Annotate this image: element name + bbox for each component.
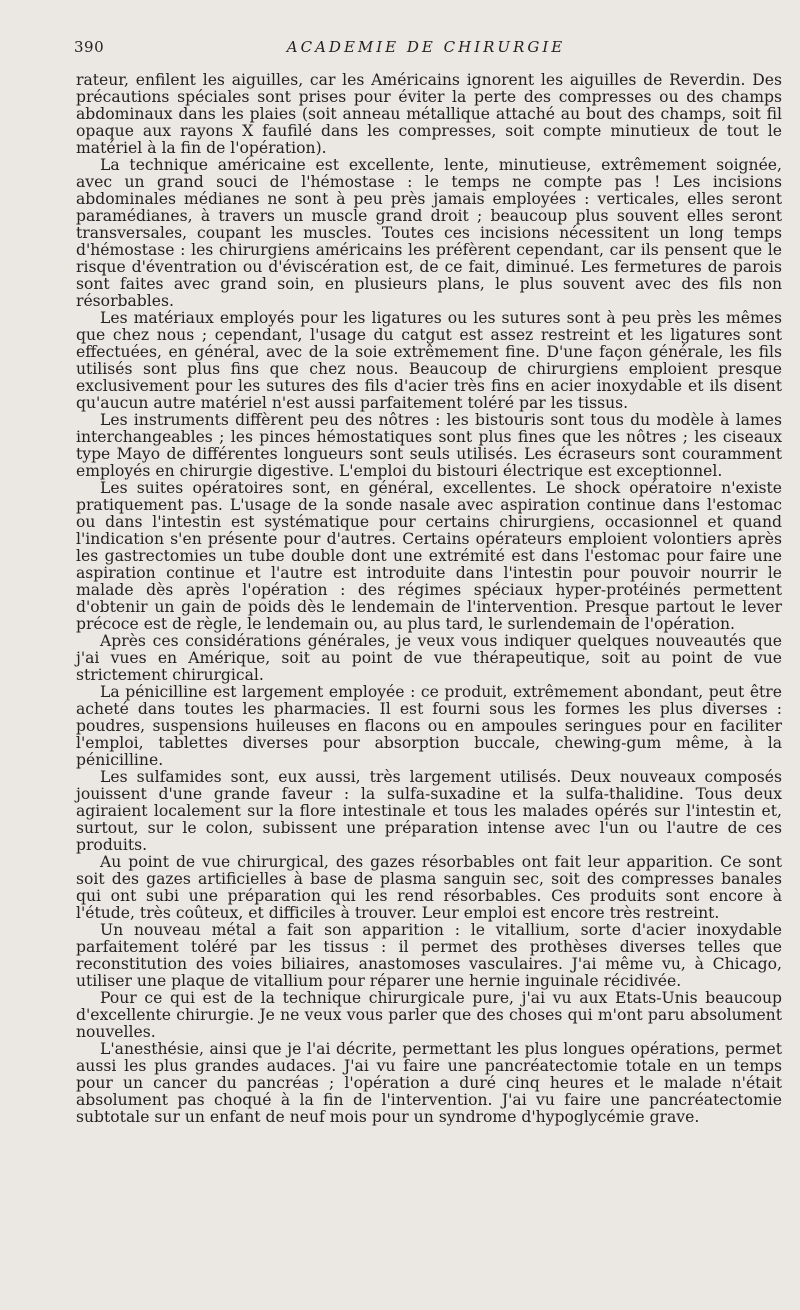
body-text [76,72,782,1126]
page-number: 390 [74,38,105,56]
paragraph: Pour ce qui est de la technique chirurgicale pure, j'ai vu aux Etats-Unis beaucoup d'excellente chirurgie. Je ne veux vous parler que des choses qui m'ont paru absolument nouvelles. [76,989,782,1041]
paragraph: Les suites opératoires sont, en général, excellentes. Le shock opératoire n'existe pratiquement pas. L'usage de la sonde nasale avec aspiration continue dans l'estomac ou dans l'intestin est systématique pour certains chirurgiens, occasionnel et quand l'indication s'en présente pour d'autres. Certains opérateurs emploient volontiers après les gastrectomies un tube double dont une extrémité est dans l'estomac pour faire une aspiration continue et l'autre est introduite dans l'intestin pour pouvoir nourrir le malade dès après l'opération : des régimes spéciaux hyper-protéinés permettent d'obtenir un gain de poids dès le lendemain de l'intervention. Presque partout le lever précoce est de règle, le lendemain ou, au plus tard, le surlendemain de l'opération. [76,479,782,633]
paragraph: rateur, enfilent les aiguilles, car les Américains ignorent les aiguilles de Reverdin. Des précautions spéciales sont prises pour éviter la perte des compresses ou des champs abdominaux dans les plaies (soit anneau métallique attaché au bout des champs, soit fil opaque aux rayons X faufilé dans les compresses, soit compte minutieux de tout le matériel à la fin de l'opération). [76,71,782,157]
running-title: ACADEMIE DE CHIRURGIE [286,38,566,56]
page-header [74,38,778,60]
paragraph: Les sulfamides sont, eux aussi, très largement utilisés. Deux nouveaux composés jouissent d'une grande faveur : la sulfa-suxadine et la sulfa-thalidine. Tous deux agiraient localement sur la flore intestinale et tous les malades opérés sur l'intestin et, surtout, sur le colon, subissent une préparation intense avec l'un ou l'autre de ces produits. [76,768,782,854]
paragraph: La pénicilline est largement employée : ce produit, extrêmement abondant, peut être acheté dans toutes les pharmacies. Il est fourni sous les formes les plus diverses : poudres, suspensions huileuses en flacons ou en ampoules seringues pour en faciliter l'emploi, tablettes diverses pour absorption buccale, chewing-gum même, à la pénicilline. [76,683,782,769]
paragraph: Un nouveau métal a fait son apparition : le vitallium, sorte d'acier inoxydable parfaitement toléré par les tissus : il permet des prothèses diverses telles que reconstitution des voies biliaires, anastomoses vasculaires. J'ai même vu, à Chicago, utiliser une plaque de vitallium pour réparer une hernie inguinale récidivée. [76,921,782,990]
paragraph: Au point de vue chirurgical, des gazes résorbables ont fait leur apparition. Ce sont soit des gazes artificielles à base de plasma sanguin sec, soit des compresses banales qui ont subi une préparation qui les rend résorbables. Ces produits sont encore à l'étude, très coûteux, et difficiles à trouver. Leur emploi est encore très restreint. [76,853,782,922]
paragraph: Après ces considérations générales, je veux vous indiquer quelques nouveautés que j'ai vues en Amérique, soit au point de vue thérapeutique, soit au point de vue strictement chirurgical. [76,632,782,684]
paragraph: L'anesthésie, ainsi que je l'ai décrite, permettant les plus longues opérations, permet aussi les plus grandes audaces. J'ai vu faire une pancréatectomie totale en un temps pour un cancer du pancréas ; l'opération a duré cinq heures et le malade n'était absolument pas choqué à la fin de l'intervention. J'ai vu faire une pancréatectomie subtotale sur un enfant de neuf mois pour un syndrome d'hypoglycémie grave. [76,1040,782,1126]
paragraph: Les instruments diffèrent peu des nôtres : les bistouris sont tous du modèle à lames interchangeables ; les pinces hémostatiques sont plus fines que les nôtres ; les ciseaux type Mayo de différentes longueurs sont seuls utilisés. Les écraseurs sont couramment employés en chirurgie digestive. L'emploi du bistouri électrique est exceptionnel. [76,411,782,480]
paragraph: Les matériaux employés pour les ligatures ou les sutures sont à peu près les mêmes que chez nous ; cependant, l'usage du catgut est assez restreint et les ligatures sont effectuées, en général, avec de la soie extrêmement fine. D'une façon générale, les fils utilisés sont plus fins que chez nous. Beaucoup de chirurgiens emploient presque exclusivement pour les sutures des fils d'acier très fins en acier inoxydable et ils disent qu'aucun autre matériel n'est aussi parfaitement toléré par les tissus. [76,309,782,412]
paragraph: La technique américaine est excellente, lente, minutieuse, extrêmement soignée, avec un grand souci de l'hémostase : le temps ne compte pas ! Les incisions abdominales médianes ne sont à peu près jamais employées : verticales, elles seront paramédianes, à travers un muscle grand droit ; beaucoup plus souvent elles seront transversales, coupant les muscles. Toutes ces incisions nécessitent un long temps d'hémostase : les chirurgiens américains les préfèrent cependant, car ils pensent que le risque d'éventration ou d'éviscération est, de ce fait, diminué. Les fermetures de parois sont faites avec grand soin, en plusieurs plans, le plus souvent avec des fils non résorbables. [76,156,782,310]
